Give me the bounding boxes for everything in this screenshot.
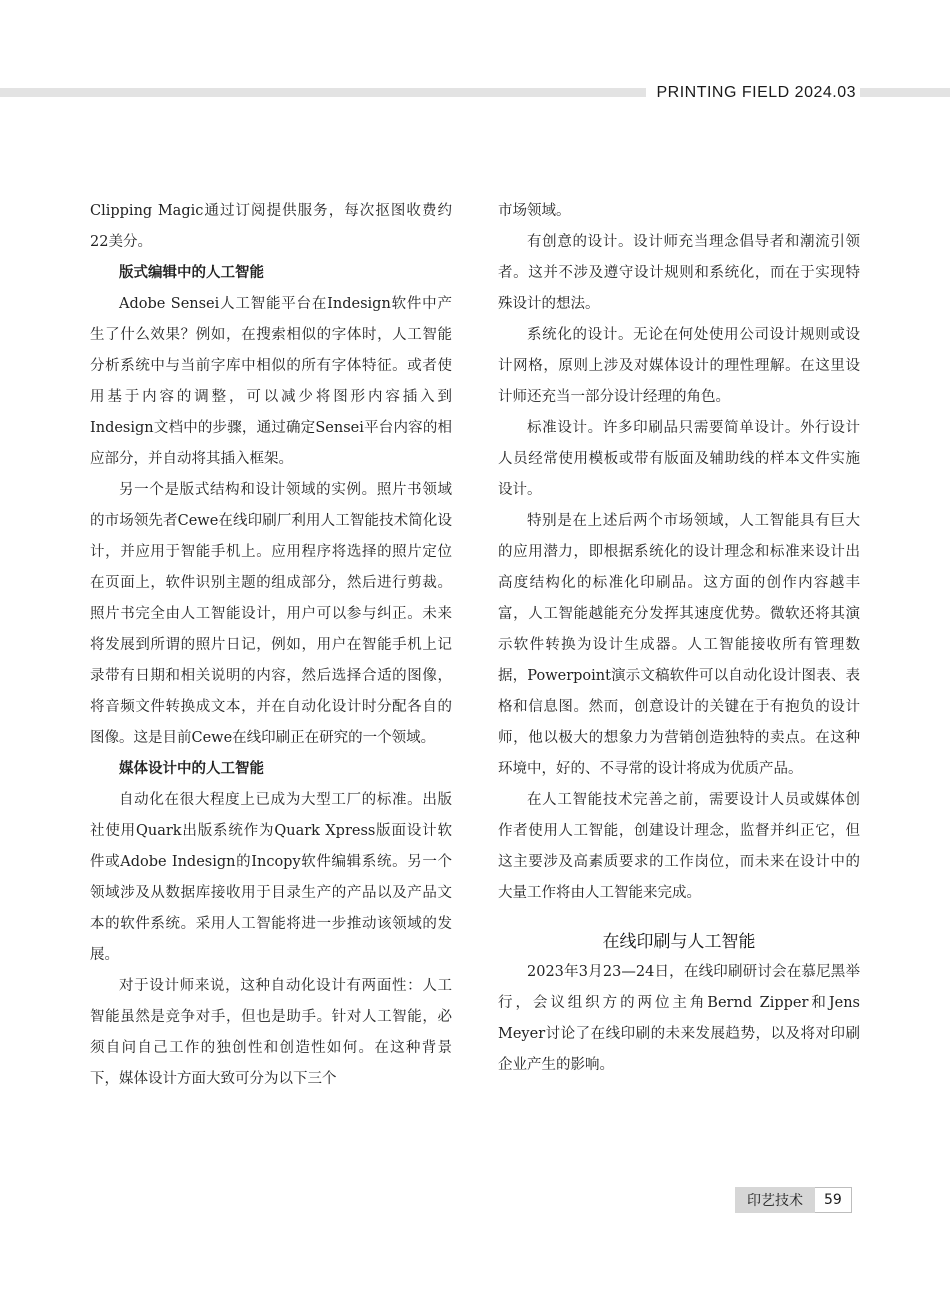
paragraph: Adobe Sensei人工智能平台在Indesign软件中产生了什么效果？例如，在搜索相似的字体时，人工智能分析系统中与当前字库中相似的所有字体特征。或者使用基于内容的调整，可以减少将图形内容插入到Indesign文档中的步骤，通过确定Sensei平台内容的相应部分，并自动将其插入框架。: [90, 296, 452, 467]
footer-journal-name: 印艺技术: [735, 1187, 815, 1213]
paragraph: 特别是在上述后两个市场领域，人工智能具有巨大的应用潜力，即根据系统化的设计理念和标准来设计出高度结构化的标准化印刷品。这方面的创作内容越丰富，人工智能越能充分发挥其速度优势。微软还将其演示软件转换为设计生成器。人工智能接收所有管理数据，Powerpoint演示文稿软件可以自动化设计图表、表格和信息图。然而，创意设计的关键在于有抱负的设计师，他以极大的想象力为营销创造独特的卖点。在这种环境中，好的、不寻常的设计将成为优质产品。: [498, 513, 860, 777]
paragraph: 市场领域。: [498, 203, 571, 219]
journal-header: PRINTING FIELD 2024.03: [646, 82, 860, 104]
paragraph: 自动化在很大程度上已成为大型工厂的标准。出版社使用Quark出版系统作为Quark Xpress版面设计软件或Adobe Indesign的Incopy软件编辑系统。另一个领域涉及从数据库接收用于目录生产的产品以及产品文本的软件系统。采用人工智能将进一步推动该领域的发展。: [90, 792, 452, 963]
paragraph: Clipping Magic通过订阅提供服务，每次抠图收费约22美分。: [90, 203, 452, 250]
paragraph: 标准设计。许多印刷品只需要简单设计。外行设计人员经常使用模板或带有版面及辅助线的样本文件实施设计。: [498, 420, 860, 498]
page-number: 59: [815, 1187, 852, 1213]
section-title: 在线印刷与人工智能: [602, 932, 756, 952]
paragraph: 有创意的设计。设计师充当理念倡导者和潮流引领者。这并不涉及遵守设计规则和系统化，而在于实现特殊设计的想法。: [498, 234, 860, 312]
paragraph: 系统化的设计。无论在何处使用公司设计规则或设计网格，原则上涉及对媒体设计的理性理解。在这里设计师还充当一部分设计经理的角色。: [498, 327, 860, 405]
left-column: [90, 196, 452, 1095]
page-footer: [735, 1187, 852, 1213]
right-column: [498, 196, 860, 1081]
section-heading: 版式编辑中的人工智能: [119, 265, 264, 281]
paragraph: 另一个是版式结构和设计领域的实例。照片书领域的市场领先者Cewe在线印刷厂利用人工智能技术简化设计，并应用于智能手机上。应用程序将选择的照片定位在页面上，软件识别主题的组成部分，然后进行剪裁。照片书完全由人工智能设计，用户可以参与纠正。未来将发展到所谓的照片日记，例如，用户在智能手机上记录带有日期和相关说明的内容，然后选择合适的图像，将音频文件转换成文本，并在自动化设计时分配各自的图像。这是目前Cewe在线印刷正在研究的一个领域。: [90, 482, 452, 746]
section-heading: 媒体设计中的人工智能: [119, 761, 264, 777]
paragraph: 对于设计师来说，这种自动化设计有两面性：人工智能虽然是竞争对手，但也是助手。针对人工智能，必须自问自己工作的独创性和创造性如何。在这种背景下，媒体设计方面大致可分为以下三个: [90, 978, 452, 1087]
paragraph: 2023年3月23—24日，在线印刷研讨会在慕尼黑举行，会议组织方的两位主角Bernd Zipper和Jens Meyer讨论了在线印刷的未来发展趋势，以及将对印刷企业产生的影响。: [498, 964, 860, 1073]
paragraph: 在人工智能技术完善之前，需要设计人员或媒体创作者使用人工智能，创建设计理念，监督并纠正它，但这主要涉及高素质要求的工作岗位，而未来在设计中的大量工作将由人工智能来完成。: [498, 792, 860, 901]
